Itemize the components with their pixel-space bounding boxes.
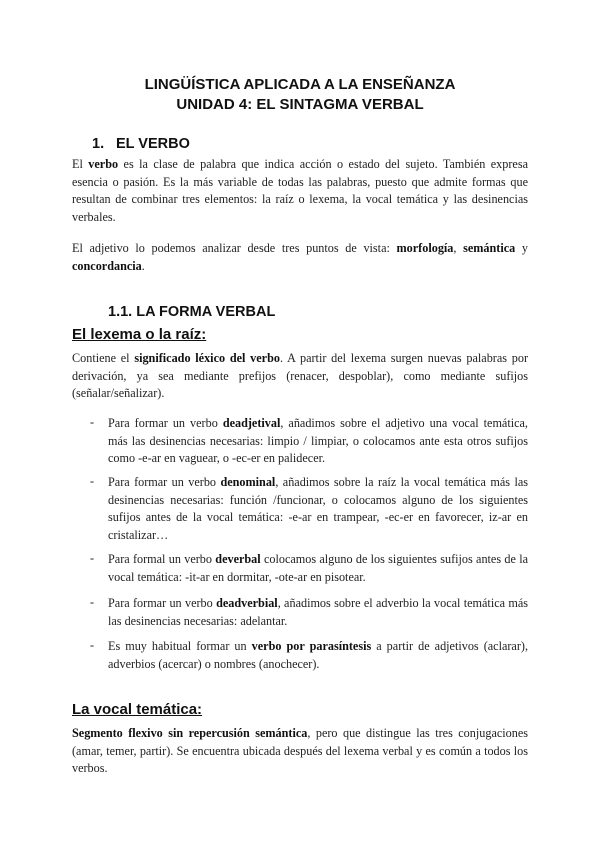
paragraph-lexema: Contiene el significado léxico del verbo. A partir del lexema surgen nuevas palabras por derivación, ya sea mediante prefijos (renacer, despoblar), como mediante sufijos (señalar/señalizar). bbox=[72, 351, 529, 400]
document-title: LINGÜÍSTICA APLICADA A LA ENSEÑANZA bbox=[144, 76, 456, 93]
document-subtitle: UNIDAD 4: EL SINTAGMA VERBAL bbox=[176, 96, 424, 113]
bold-term: deadjetival bbox=[222, 416, 281, 430]
lexema-heading: El lexema o la raíz: bbox=[72, 326, 207, 343]
list-item: Para formar un verbo deadverbial, añadimos sobre el adverbio la vocal temática más las desinencias necesarias: adelantar. bbox=[108, 596, 528, 628]
section-heading: EL VERBO bbox=[116, 136, 190, 152]
bold-term: verbo por parasíntesis bbox=[251, 639, 372, 653]
bullet-dash: - bbox=[90, 551, 95, 565]
paragraph-adjetivo: El adjetivo lo podemos analizar desde tres puntos de vista: morfología, semántica y concordancia. bbox=[72, 241, 529, 273]
paragraph-verbo: El verbo es la clase de palabra que indica acción o estado del sujeto. También expresa esencia o pasión. Es la más variable de todas las palabras, puesto que admite formas que resultan de combinar tres elementos: la raíz o lexema, la vocal temática y las desinencias verbales. bbox=[72, 157, 528, 224]
bullet-dash: - bbox=[90, 415, 95, 429]
bold-term: concordancia bbox=[72, 258, 142, 273]
bold-term: morfología bbox=[396, 241, 454, 255]
list-item: Para formar un verbo denominal, añadimos sobre la raíz la vocal temática más las desinencias necesarias: función /funcionar, o colocamos alguno de los siguientes sufijos antes de la vocal temática: -e-ar en trampear, -ec-er en favorecer, iz-ar en cristalizar… bbox=[108, 475, 528, 542]
list-item: Para formar un verbo deadjetival, añadimos sobre el adjetivo una vocal temática, más las desinencias necesarias: limpio / limpiar, o colocamos ante esta otros sufijos como -e-ar en vaguear, o -ec-er en palidecer. bbox=[108, 416, 528, 465]
bold-term: deverbal bbox=[215, 552, 261, 566]
bold-term: Segmento flexivo sin repercusión semántica bbox=[72, 726, 308, 740]
bullet-dash: - bbox=[90, 638, 95, 652]
bold-term: verbo bbox=[88, 157, 119, 171]
bullet-dash: - bbox=[90, 595, 95, 609]
bullet-dash: - bbox=[90, 474, 95, 488]
paragraph-vocal: Segmento flexivo sin repercusión semántica, pero que distingue las tres conjugaciones (amar, temer, partir). Se encuentra ubicada después del lexema verbal y es común a todos los verbos. bbox=[72, 726, 528, 775]
bold-term: denominal bbox=[220, 475, 276, 489]
section-number: 1. bbox=[92, 136, 105, 152]
bold-term: significado léxico del verbo bbox=[134, 351, 280, 365]
list-item: Es muy habitual formar un verbo por parasíntesis a partir de adjetivos (aclarar), adverbios (acercar) o nombres (anochecer). bbox=[108, 639, 528, 671]
list-item: Para formal un verbo deverbal colocamos alguno de los siguientes sufijos antes de la vocal temática: -it-ar en dormitar, -ote-ar en pisotear. bbox=[108, 552, 528, 584]
bold-term: deadverbial bbox=[216, 596, 278, 610]
bold-term: semántica bbox=[463, 241, 516, 255]
vocal-heading: La vocal temática: bbox=[72, 701, 203, 718]
subsection-heading: 1.1. LA FORMA VERBAL bbox=[108, 304, 276, 320]
